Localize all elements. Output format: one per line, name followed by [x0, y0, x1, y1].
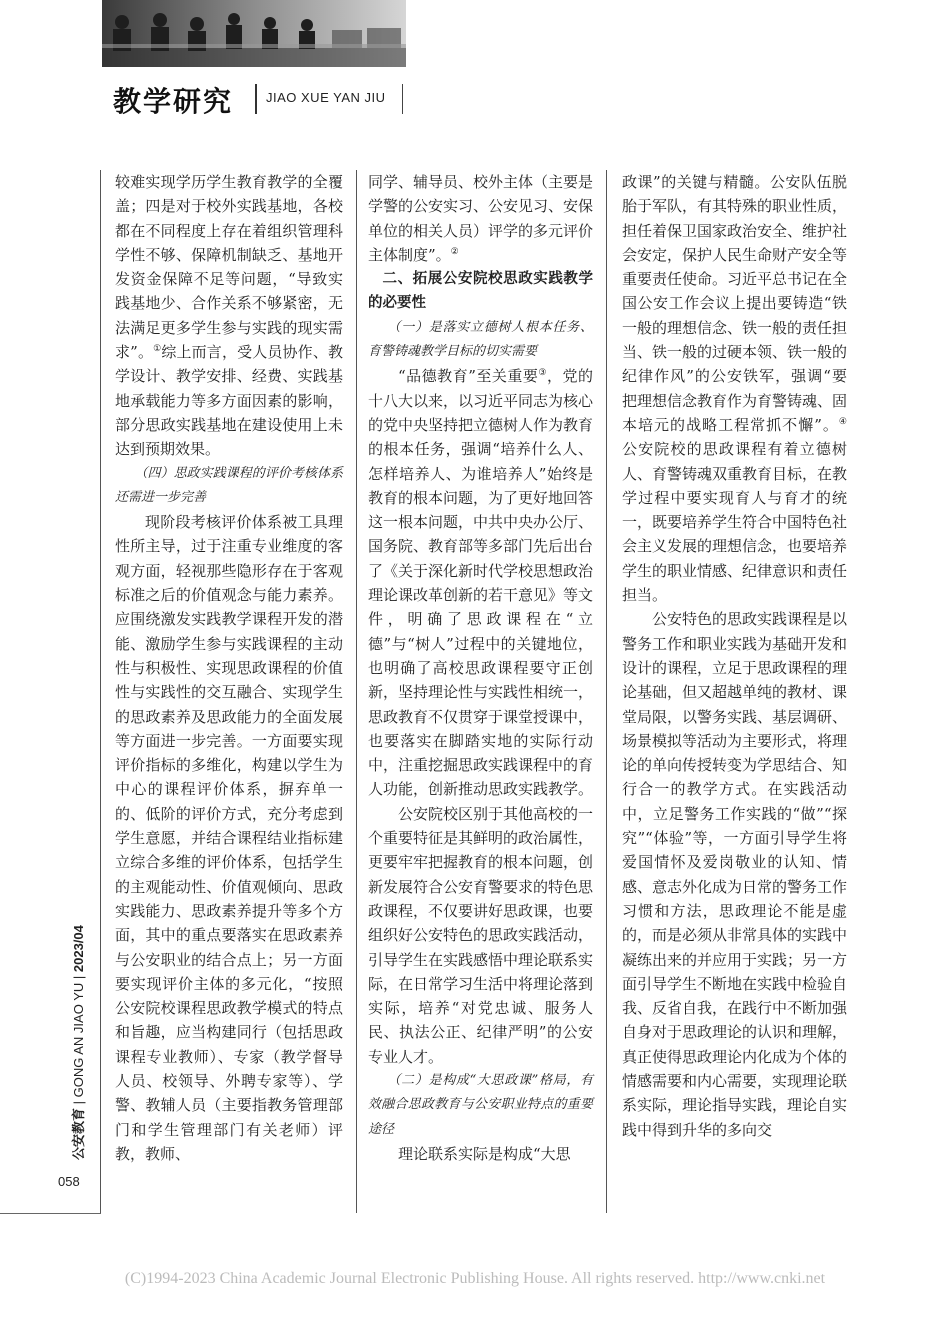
journal-issue: 2023/04 [71, 925, 86, 973]
paragraph-text: ，党的十八大以来，以习近平同志为核心的党中央坚持把立德树人作为教育的根本任务，强调“培养什么人、怎样培养人、为谁培养人”始终是教育的根本问题，为了更好地回答这一根本问题，中共中央办公厅、国务院、教育部等多部门先后出台了《关于深化新时代学校思想政治理论课改革创新的若干意见》等文件，明确了思政课程在“立德”与“树人”过程中的关键地位，也明确了高校思政课程要守正创新，坚持理论性与实践性相统一，思政教育不仅贯穿于课堂授课中，也要落实在脚踏实地的实际行动中，注重挖掘思政实践课程中的育人功能，创新推动思政实践教学。 [368, 367, 594, 799]
section-title: 教学研究 [113, 85, 234, 118]
footnote-ref: ① [153, 344, 162, 355]
paragraph-text: 公安院校的思政课程有着立德树人、育警铸魂双重教育目标，在教学过程中要实现育人与育才的统一，既要培养学生符合中国特色社会主义发展的理想信念，也要培养学生的职业情感、纪律意识和责任担当。 [622, 440, 848, 605]
paragraph-text: 政课”的关键与精髓。公安队伍脱胎于军队，有其特殊的职业性质，担任着保卫国家政治安全、维护社会安定，保护人民生命财产安全等重要责任使命。习近平总书记在全国公安工作会议上提出要铸造“铁一般的理想信念、铁一般的责任担当、铁一般的过硬本领、铁一般的纪律作风”的公安铁军，强调“要把理想信念教育作为育警铸魂、固本培元的战略工程常抓不懈”。 [622, 173, 848, 434]
column-3 [622, 170, 847, 1142]
paragraph: 公安特色的思政实践课程是以警务工作和职业实践为基础开发和设计的课程，立足于思政课程的理论基础，但又超越单纯的教材、课堂局限，以警务实践、基层调研、场景模拟等活动为主要形式，将理论的单向传授转变为学思结合、知行合一的教学方式。在实践活动中，立足警务工作实践的“做”“探究”“体验”等，一方面引导学生将爱国情怀及爱岗敬业的认知、情感、意志外化成为日常的警务工作习惯和方法，思政理论不能是虚的，而是必须从非常具体的实践中凝练出来的并应用于实践；另一方面引导学生不断地在实践中检验自我、反省自我，在践行中不断加强自身对于思政理论的认识和理解，真正使得思政理论内化成为个体的情感需要和内心需要，实现理论联系实际，理论指导实践，理论自实践中得到升华的多向交 [622, 610, 848, 1139]
header-photo [102, 0, 406, 67]
journal-spine [68, 910, 92, 1160]
heading: 二、拓展公安院校思政实践教学的必要性 [368, 271, 593, 312]
column-rule-1 [356, 170, 357, 1213]
subheading: （四）思政实践课程的评价考核体系还需进一步完善 [115, 465, 343, 505]
paragraph: 理论联系实际是构成“大思 [398, 1144, 571, 1163]
footnote-ref: ② [450, 246, 459, 257]
copyright-footer: (C)1994-2023 China Academic Journal Electronic Publishing House. All rights reserved. http://www.cnki.net [124, 1270, 826, 1287]
column-2 [368, 170, 593, 1166]
paragraph-text: 综上而言，受人员协作、教学设计、教学安排、经费、实践基地承载能力等多方面因素的影响，部分思政实践基地在建设使用上未达到预期效果。 [115, 343, 343, 459]
margin-rule [100, 170, 101, 1213]
spine-text [68, 910, 87, 1160]
title-divider [255, 84, 257, 114]
classroom-photo-image [102, 0, 406, 67]
column-1 [115, 170, 343, 1166]
footnote-ref: ④ [838, 416, 847, 427]
paragraph [368, 170, 593, 267]
footer-rule [0, 1213, 101, 1214]
paragraph-text: “品德教育”至关重要 [398, 367, 539, 386]
title-divider-right [402, 84, 403, 114]
subheading: （一）是落实立德树人根本任务、育警铸魂教学目标的切实需要 [368, 319, 593, 360]
spine-separator: | [71, 972, 86, 980]
paragraph: 现阶段考核评价体系被工具理性所主导，过于注重专业维度的客观方面，轻视那些隐形存在于客观标准之后的价值观念与能力素养。应围绕激发实践教学课程开发的潜能、激励学生参与实践课程的主动性与积极性、实现思政课程的价值性与实践性的交互融合、实现学生的思政素养及思政能力的全面发展等方面进一步完善。一方面要实现评价指标的多维化，构建以学生为中心的课程评价体系，摒弃单一的、低阶的评价方式，充分考虑到学生意愿，并结合课程结业指标建立综合多维的评价体系，包括学生的主观能动性、价值观倾向、思政实践能力、思政素养提升等多个方面，其中的重点要落实在思政素养与公安职业的结合点上；另一方面要实现评价主体的多元化，“按照公安院校课程思政教学模式的特点和旨趣，应当构建同行（包括思政课程专业教师）、专家（教学督导人员、校领导、外聘专家等）、学警、教辅人员（主要指教务管理部门和学生管理部门有关老师）评教，教师、 [115, 513, 343, 1163]
journal-pinyin: GONG AN JIAO YU [71, 982, 86, 1098]
page-number: 058 [58, 1174, 80, 1189]
footnote-ref: ③ [538, 368, 547, 379]
paragraph [115, 170, 343, 462]
paragraph: 公安院校区别于其他高校的一个重要特征是其鲜明的政治属性，更要牢牢把握教育的根本问题，创新发展符合公安育警要求的特色思政课程，不仅要讲好思政课，也要组织好公安特色的思政实践活动，引导学生在实践感悟中理论联系实际，在日常学习生活中将理论落到实际，培养“对党忠诚、服务人民、执法公正、纪律严明”的公安专业人才。 [368, 804, 594, 1066]
subheading: （二）是构成“大思政课”格局，有效融合思政教育与公安职业特点的重要途径 [368, 1072, 593, 1137]
journal-name: 公安教育 [71, 1107, 86, 1160]
column-rule-2 [606, 170, 607, 1213]
paragraph-text: 较难实现学历学生教育教学的全覆盖；四是对于校外实践基地，各校都在不同程度上存在着组织管理科学性不够、保障机制缺乏、基地开发资金保障不足等问题，“导致实践基地少、合作关系不够紧密，无法满足更多学生参与实践的现实需求”。 [115, 173, 343, 362]
paragraph [368, 364, 593, 801]
section-pinyin: JIAO XUE YAN JIU [266, 90, 386, 105]
paragraph [622, 170, 847, 607]
paragraph-text: 同学、辅导员、校外主体（主要是学警的公安实习、公安见习、安保单位的相关人员）评学的多元评价主体制度”。 [368, 173, 594, 264]
spine-separator: | [71, 1097, 86, 1105]
